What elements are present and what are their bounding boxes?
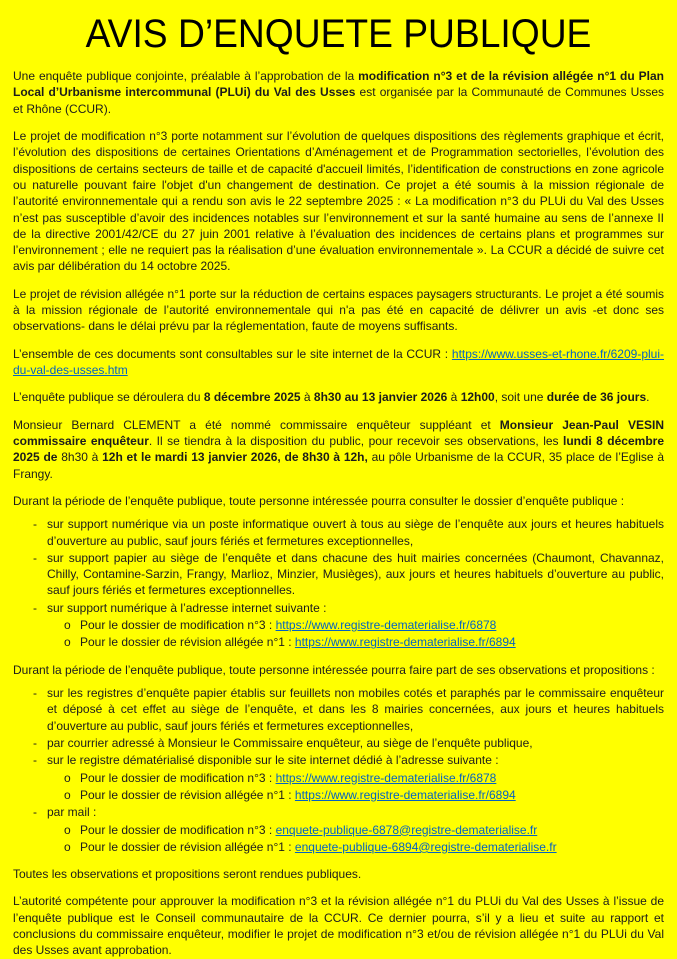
text-run: Une enquête publique conjointe, préalable à l’approbation de la bbox=[13, 69, 359, 83]
bullet-marker: - bbox=[33, 686, 37, 700]
hyperlink[interactable]: https://www.registre-dematerialise.fr/6878 bbox=[275, 770, 497, 785]
text-run: au pôle Urbanisme de la CCUR, 35 place de l’Eglise à Frangy. bbox=[13, 450, 664, 481]
list-item-paper-registers bbox=[13, 685, 664, 734]
text-run: Toutes les observations et propositions seront rendues publiques. bbox=[13, 867, 362, 882]
bold-text-run: durée de 36 jours bbox=[546, 390, 647, 405]
bold-text-run: 12h et le mardi 13 janvier 2026, de 8h30 à 12h, bbox=[102, 450, 368, 465]
text-run: sur le registre dématérialisé disponible sur le site internet dédié à l’adresse suivante : bbox=[47, 753, 499, 768]
text-run: Durant la période de l’enquête publique, toute personne intéressée pourra faire part de ses observations et propositions : bbox=[13, 662, 655, 677]
modification-project-paragraph bbox=[13, 128, 664, 275]
list-item-digital-online bbox=[13, 600, 664, 616]
sub-list-item-modification-register bbox=[13, 617, 664, 633]
sub-bullet-marker: o bbox=[64, 839, 71, 854]
text-run: Pour le dossier de révision allégée n°1 : bbox=[80, 839, 295, 854]
text-run: L’autorité compétente pour approuver la modification n°3 et la révision allégée n°1 du PLUi du Val des Usses à l’issue de l’enquête publique est le Conseil communautaire de la CCUR. Ce dernier pourra, s’il y a lieu et suite au rapport et conclusions du commissaire enquêteur, modifier le projet de modification n°3 et/ou de révision allégée n°1 du PLUi du Val des Usses avant approbation. bbox=[13, 894, 664, 958]
sub-list-item-revision-register bbox=[13, 787, 664, 803]
sub-list-item-revision-email bbox=[13, 839, 664, 855]
sub-list-item-modification-email bbox=[13, 822, 664, 838]
intro-paragraph bbox=[13, 68, 664, 117]
hyperlink[interactable]: https://www.registre-dematerialise.fr/6894 bbox=[294, 635, 516, 650]
bold-text-run: lundi 8 décembre 2025 de bbox=[13, 433, 664, 465]
bullet-marker: - bbox=[33, 735, 37, 750]
sub-list-item-revision-register bbox=[13, 634, 664, 650]
text-run: Pour le dossier de révision allégée n°1 : bbox=[80, 635, 295, 650]
bullet-marker: - bbox=[33, 753, 37, 768]
hyperlink[interactable]: https://www.registre-dematerialise.fr/6894 bbox=[294, 787, 516, 802]
hyperlink[interactable]: enquete-publique-6878@registre-dematerialise.fr bbox=[275, 822, 538, 837]
revision-project-paragraph bbox=[13, 286, 664, 335]
sub-bullet-marker: o bbox=[64, 822, 71, 837]
sub-bullet-marker: o bbox=[64, 635, 71, 650]
bold-text-run: 12h00 bbox=[460, 390, 495, 405]
sub-bullet-marker: o bbox=[64, 770, 71, 785]
sub-bullet-marker: o bbox=[64, 787, 71, 802]
bold-text-run: modification n°3 et de la révision allégée n°1 du Plan Local d’Urbanisme intercommunal (PLUi) du Val des Usses bbox=[13, 69, 664, 100]
observations-section-heading bbox=[13, 662, 664, 678]
text-run: Durant la période de l’enquête publique, toute personne intéressée pourra consulter le dossier d’enquête publique : bbox=[13, 493, 625, 508]
text-run: Le projet de modification n°3 porte notamment sur l’évolution de quelques dispositions des règlements graphique et écrit, l’évolution des dispositions de certaines Orientations d’Aménagement et de Programmation sectorielles, l’évolution des dispositions de certains secteurs de taille et de capacité d'accueil limités, l’identification de constructions en zone agricole ou naturelle pouvant faire l'objet d'un changement de destination. Ce projet a été soumis à la mission régionale de l’autorité environnementale qui a rendu son avis le 22 septembre 2025 : « La modification n°3 du PLUi du Val des Usses n’est pas susceptible d’avoir des incidences notables sur l’environnement et sur la santé humaine au sens de l’annexe II de la directive 2001/42/CE du 27 juin 2001 relative à l’évaluation des incidences de certains plans et programmes sur l’environnement ; elle ne requiert pas la réalisation d’une évaluation environnementale ». La CCUR a décidé de suivre cet avis par délibération du 14 octobre 2025. bbox=[13, 128, 664, 274]
text-run: L’enquête publique se déroulera du bbox=[13, 390, 204, 405]
text-run: par courrier adressé à Monsieur le Commissaire enquêteur, au siège de l’enquête publique, bbox=[47, 735, 533, 750]
list-item-paper bbox=[13, 550, 664, 599]
text-run: . bbox=[646, 390, 650, 405]
text-run: par mail : bbox=[47, 805, 97, 820]
text-run: Pour le dossier de révision allégée n°1 : bbox=[80, 787, 295, 802]
text-run: Pour le dossier de modification n°3 : bbox=[80, 822, 276, 837]
text-run: L’ensemble de ces documents sont consultables sur le site internet de la CCUR : bbox=[13, 346, 452, 361]
publication-note-paragraph bbox=[13, 866, 664, 882]
bullet-marker: - bbox=[33, 600, 37, 615]
text-run: Monsieur Bernard CLEMENT a été nommé commissaire enquêteur suppléant et bbox=[13, 417, 500, 432]
text-run: sur support numérique via un poste informatique ouvert à tous au siège de l’enquête aux jours et heures habituels d’ouverture au public, sauf jours fériés et fermetures exceptionnelles, bbox=[47, 517, 664, 548]
bullet-marker: - bbox=[33, 805, 37, 820]
page-title: AVIS D’ENQUETE PUBLIQUE bbox=[85, 12, 592, 56]
list-item-email bbox=[13, 804, 664, 820]
text-run: Pour le dossier de modification n°3 : bbox=[80, 770, 276, 785]
sub-list-item-modification-register bbox=[13, 770, 664, 786]
list-item-mail-courier bbox=[13, 735, 664, 751]
text-run: , soit une bbox=[494, 390, 547, 405]
commissioner-paragraph bbox=[13, 417, 664, 482]
hyperlink[interactable]: https://www.registre-dematerialise.fr/6878 bbox=[275, 618, 497, 633]
hyperlink[interactable]: enquete-publique-6894@registre-dematerialise.fr bbox=[294, 839, 557, 854]
list-item-digital-onsite bbox=[13, 516, 664, 549]
sub-bullet-marker: o bbox=[64, 618, 71, 633]
text-run: . Il se tiendra à la disposition du public, pour recevoir ses observations, les bbox=[148, 433, 564, 448]
bullet-marker: - bbox=[33, 517, 37, 532]
text-run: Pour le dossier de modification n°3 : bbox=[80, 618, 276, 633]
text-run: sur support numérique à l’adresse internet suivante : bbox=[47, 600, 327, 615]
text-run: Le projet de révision allégée n°1 porte sur la réduction de certains espaces paysagers structurants. Le projet a été soumis à la mission régionale de l’autorité environnementale qui n'a pas été en capacité de délivrer un avis -et donc ses observations- dans le délai prévu par la réglementation, faute de moyens suffisants. bbox=[13, 286, 664, 334]
bold-text-run: Monsieur Jean-Paul VESIN commissaire enquêteur bbox=[13, 417, 664, 448]
documents-link-paragraph bbox=[13, 346, 664, 379]
approval-authority-paragraph bbox=[13, 893, 664, 958]
text-run: sur les registres d’enquête papier établis sur feuillets non mobiles cotés et paraphés par le commissaire enquêteur et déposé à cet effet au siège de l’enquête, et dans les 8 mairies concernées, aux jours et heures habituels d’ouverture au public, sauf jours fériés et fermetures exceptionnelles, bbox=[47, 686, 664, 733]
hyperlink[interactable]: https://www.usses-et-rhone.fr/6209-plui-du-val-des-usses.htm bbox=[13, 346, 664, 377]
text-run: sur support papier au siège de l’enquête et dans chacune des huit mairies concernées (Chaumont, Chavannaz, Chilly, Contamine-Sarzin, Frangy, Marlioz, Minzier, Musièges), aux jours et heures habituels d’ouverture au public, sauf jours fériés et fermetures exceptionnelles. bbox=[47, 550, 664, 598]
bold-text-run: 8h30 au 13 janvier 2026 bbox=[313, 390, 448, 405]
text-run: est organisée par la Communauté de Communes Usses et Rhône (CCUR). bbox=[13, 85, 664, 116]
enquiry-dates-paragraph bbox=[13, 389, 664, 405]
consultation-section-heading bbox=[13, 493, 664, 509]
text-run: à bbox=[447, 390, 461, 405]
bullet-marker: - bbox=[33, 550, 37, 565]
bold-text-run: 8 décembre 2025 bbox=[203, 390, 301, 405]
text-run: 8h30 à bbox=[57, 450, 103, 465]
document-body bbox=[13, 68, 664, 959]
text-run: à bbox=[300, 390, 314, 405]
list-item-online-register bbox=[13, 752, 664, 768]
